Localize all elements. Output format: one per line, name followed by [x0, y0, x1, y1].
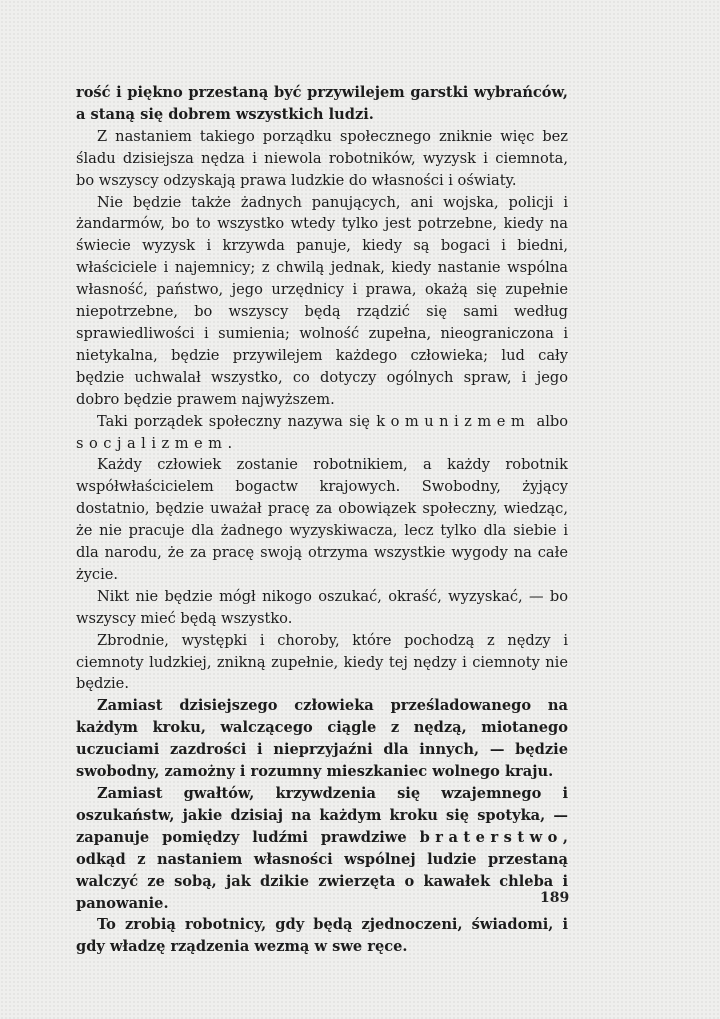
paragraph-3: Nie będzie także żadnych panujących, ani wojska, policji i żandarmów, bo to wszystko wtedy tylko jest potrzebne, kiedy na świecie wyzysk i krzywda panuje, kiedy są bogaci i biedni, właściciele i najemnicy; z chwilą jednak, kiedy nastanie wspólna własność, państwo, jego urzędnicy i prawa, okażą się zupełnie niepotrzebne, bo wszyscy będą rządzić się sami według sprawiedliwości i sumienia; wolność zupełna, nieograniczona i nietykalna, będzie przywilejem każdego człowieka; lud cały będzie uchwalał wszystko, co dotyczy ogólnych spraw, i jego dobro będzie prawem najwyższem.	[76, 193, 568, 408]
paragraph-1: rość i piękno przestaną być przywilejem garstki wybrańców, a staną się dobrem wszystkich ludzi.	[76, 84, 568, 123]
paragraph-9	[76, 783, 568, 914]
paragraph-8: Zamiast dzisiejszego człowieka prześladowanego na każdym kroku, walczącego ciągle z nędzą, miotanego uczuciami zazdrości i nieprzyjaźni dla innych, — będzie swobodny, zamożny i rozumny mieszkaniec wolnego kraju.	[76, 697, 568, 781]
paragraph-4-text: albo	[530, 412, 568, 430]
page-number: 189	[540, 890, 570, 906]
paragraph-4-text: Taki porządek społeczny nazywa się	[97, 412, 377, 430]
page-body-text	[76, 82, 568, 958]
paragraph-4	[76, 411, 568, 455]
paragraph-10: To zrobią robotnicy, gdy będą zjednoczeni, świadomi, i gdy władzę rządzenia wezmą w swe ręce.	[76, 916, 568, 956]
term-socjalizmem: socjalizmem	[76, 434, 228, 452]
paragraph-7: Zbrodnie, występki i choroby, które pochodzą z nędzy i ciemnoty ludzkiej, znikną zupełnie, kiedy tej nędzy i ciemnoty nie będzie.	[76, 631, 568, 693]
paragraph-4-text: .	[227, 434, 233, 452]
paragraph-9-text: Zamiast gwałtów, krzywdzenia się wzajemnego i oszukaństw, jakie dzisiaj na każdym kroku się spotyka, — zapanuje pomiędzy ludźmi prawdziwe	[76, 785, 568, 846]
paragraph-2: Z nastaniem takiego porządku społecznego zniknie więc bez śladu dzisiejsza nędza i niewola robotników, wyzysk i ciemnota, bo wszyscy odzyskają prawa ludzkie do własności i oświaty.	[76, 127, 568, 189]
term-komunizmem: komunizmem	[376, 412, 531, 430]
paragraph-5: Każdy człowiek zostanie robotnikiem, a każdy robotnik współwłaścicielem bogactw krajowych. Swobodny, żyjący dostatnio, będzie uważał pracę za obowiązek społeczny, wiedząc, że nie pracuje dla żadnego wyzyskiwacza, lecz tylko dla siebie i dla narodu, że za pracę swoją otrzyma wszystkie wygody na całe życie.	[76, 456, 568, 583]
paragraph-6: Nikt nie będzie mógł nikogo oszukać, okraść, wyzyskać, — bo wszyscy mieć będą wszystko.	[76, 587, 568, 627]
term-braterstwo: braterstwo	[419, 828, 563, 846]
paragraph-9-text: , odkąd z nastaniem własności wspólnej ludzie przestaną walczyć ze sobą, jak dzikie zwierzęta o kawałek chleba i panowanie.	[76, 828, 568, 912]
